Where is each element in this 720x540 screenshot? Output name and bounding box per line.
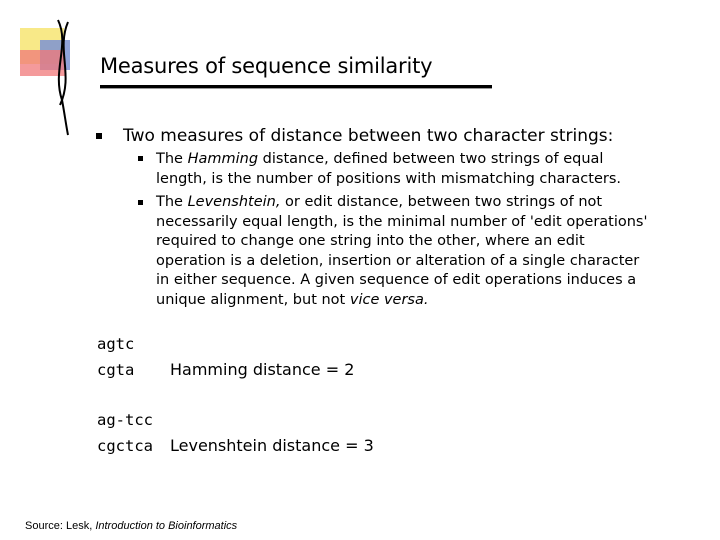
text: The xyxy=(156,194,188,210)
sub-bullet-levenshtein xyxy=(156,193,656,311)
text: The xyxy=(156,151,188,167)
main-bullet-text: Two measures of distance between two character strings: xyxy=(123,126,614,146)
vice-versa: vice versa. xyxy=(349,291,429,308)
source-prefix: Source: Lesk, xyxy=(25,520,96,532)
example1-label: Hamming distance = 2 xyxy=(170,360,355,379)
text: , between two strings of not necessarily equal length, is the minimal number of 'edit operations' required to change one string into the other, where an edit operation is a deletion, insertion or alteration of a single character in either sequence. A given sequence of edit operations induces a unique alignment, but not xyxy=(156,194,648,308)
term-hamming: Hamming xyxy=(187,151,259,167)
source-book: Introduction to Bioinformatics xyxy=(95,520,238,532)
example1-seq1: agtc xyxy=(97,335,135,353)
example2-seq2: cgctca xyxy=(97,437,153,455)
sub-bullet-icon xyxy=(138,200,143,205)
source-citation xyxy=(25,520,237,532)
example2-seq1: ag-tcc xyxy=(97,411,153,429)
bullet-icon xyxy=(96,133,102,139)
text: distance, defined between two strings of equal length, is the number of positions with mismatching characters. xyxy=(156,151,621,187)
sub-bullet-hamming xyxy=(156,150,656,189)
slide-title: Measures of sequence similarity xyxy=(100,54,433,78)
decorative-logo xyxy=(0,0,100,140)
title-underline-shadow xyxy=(100,88,492,89)
example2-label: Levenshtein distance = 3 xyxy=(170,436,374,455)
example1-seq2: cgta xyxy=(97,361,135,379)
term-levenshtein: Levenshtein, xyxy=(187,194,281,210)
sub-bullet-icon xyxy=(138,156,143,161)
term-edit-distance: or edit distance xyxy=(280,194,399,210)
